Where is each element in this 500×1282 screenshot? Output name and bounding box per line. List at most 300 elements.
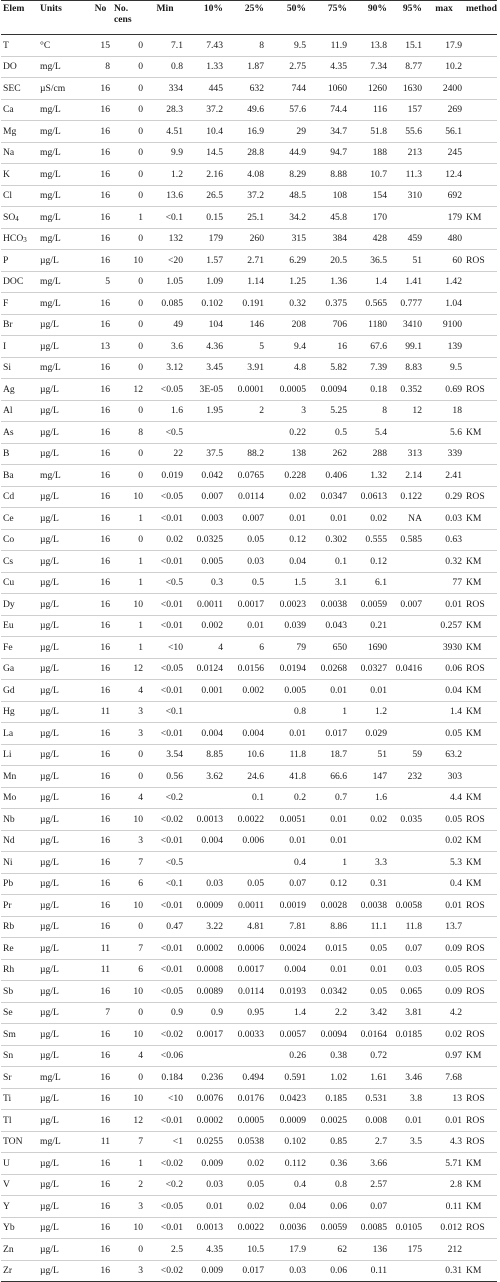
cell-method: KM [464, 1153, 497, 1175]
cell-method [464, 293, 497, 315]
cell-p75: 0.0094 [308, 379, 349, 401]
cell-p95: 0.0185 [389, 1024, 424, 1046]
cell-p25: 4.81 [225, 916, 266, 938]
cell-units: µg/L [38, 658, 89, 680]
cell-units: µg/L [38, 551, 89, 573]
cell-elem: Br [1, 314, 38, 336]
cell-no: 16 [89, 357, 112, 379]
cell-units: µg/L [38, 379, 89, 401]
cell-p25: 0.017 [225, 1260, 266, 1282]
cell-p10: 1.57 [185, 250, 225, 272]
cell-elem: Nd [1, 830, 38, 852]
cell-p25: 146 [225, 314, 266, 336]
cell-p25: 88.2 [225, 443, 266, 465]
cell-units: µg/L [38, 787, 89, 809]
cell-p75: 11.9 [308, 35, 349, 57]
header-p90: 90% [349, 1, 389, 35]
cell-p75: 0.06 [308, 1260, 349, 1282]
cell-p50: 0.0024 [266, 938, 308, 960]
cell-units: mg/L [38, 142, 89, 164]
cell-no-cens: 0 [112, 529, 145, 551]
cell-max: 5.71 [424, 1153, 464, 1175]
cell-no: 11 [89, 1131, 112, 1153]
cell-no-cens: 10 [112, 1024, 145, 1046]
cell-method: KM [464, 572, 497, 594]
cell-method [464, 443, 497, 465]
cell-p75: 0.0342 [308, 981, 349, 1003]
cell-units: µg/L [38, 1174, 89, 1196]
cell-p50: 0.03 [266, 1260, 308, 1282]
cell-p95 [389, 723, 424, 745]
cell-no: 7 [89, 1002, 112, 1024]
cell-max: 269 [424, 99, 464, 121]
cell-max: 9.5 [424, 357, 464, 379]
cell-max: 0.4 [424, 873, 464, 895]
cell-no-cens: 8 [112, 422, 145, 444]
cell-no-cens: 10 [112, 981, 145, 1003]
cell-p75: 0.7 [308, 787, 349, 809]
cell-p50: 1.5 [266, 572, 308, 594]
cell-p90: 51.8 [349, 121, 389, 143]
cell-p25: 0.006 [225, 830, 266, 852]
cell-p25 [225, 1045, 266, 1067]
table-row [1, 787, 497, 809]
cell-max: 18 [424, 400, 464, 422]
cell-p10: 4 [185, 637, 225, 659]
cell-method [464, 766, 497, 788]
cell-p25: 0.007 [225, 508, 266, 530]
cell-min: 13.6 [145, 185, 185, 207]
cell-p50: 0.0036 [266, 1217, 308, 1239]
cell-max: 212 [424, 1239, 464, 1261]
cell-no-cens: 0 [112, 35, 145, 57]
cell-no-cens: 3 [112, 830, 145, 852]
cell-units: µg/L [38, 400, 89, 422]
cell-no-cens: 0 [112, 142, 145, 164]
cell-p90: 0.11 [349, 1260, 389, 1282]
cell-method [464, 35, 497, 57]
cell-p25: 0.0114 [225, 486, 266, 508]
cell-p10: 0.03 [185, 1174, 225, 1196]
cell-max: 0.32 [424, 551, 464, 573]
cell-units: µg/L [38, 637, 89, 659]
cell-no: 16 [89, 1024, 112, 1046]
cell-p50: 0.0009 [266, 1110, 308, 1132]
cell-max: 4.2 [424, 1002, 464, 1024]
cell-units: µg/L [38, 701, 89, 723]
cell-p90: 0.31 [349, 873, 389, 895]
cell-no-cens: 7 [112, 852, 145, 874]
cell-p10: 0.0089 [185, 981, 225, 1003]
cell-no-cens: 0 [112, 336, 145, 358]
table-row [1, 1260, 497, 1282]
cell-p10: 7.43 [185, 35, 225, 57]
cell-units: mg/L [38, 1131, 89, 1153]
cell-p75: 0.01 [308, 809, 349, 831]
cell-p25: 16.9 [225, 121, 266, 143]
cell-p50: 0.0023 [266, 594, 308, 616]
cell-p50: 3 [266, 400, 308, 422]
cell-no: 16 [89, 766, 112, 788]
table-row [1, 78, 497, 100]
cell-max: 3930 [424, 637, 464, 659]
cell-elem: Gd [1, 680, 38, 702]
cell-p10: 0.0008 [185, 959, 225, 981]
cell-p25: 632 [225, 78, 266, 100]
cell-max: 0.01 [424, 594, 464, 616]
cell-no: 16 [89, 916, 112, 938]
table-row [1, 1131, 497, 1153]
cell-p25: 4.08 [225, 164, 266, 186]
cell-units: µg/L [38, 744, 89, 766]
cell-method: ROS [464, 594, 497, 616]
cell-p75: 0.85 [308, 1131, 349, 1153]
cell-max: 245 [424, 142, 464, 164]
cell-units: mg/L [38, 185, 89, 207]
cell-min: <0.1 [145, 873, 185, 895]
cell-elem: Al [1, 400, 38, 422]
cell-min: <0.2 [145, 1174, 185, 1196]
cell-p90: 8 [349, 400, 389, 422]
cell-p10 [185, 787, 225, 809]
cell-p25: 0.0176 [225, 1088, 266, 1110]
cell-p90: 428 [349, 228, 389, 250]
cell-units: µg/L [38, 873, 89, 895]
cell-elem: Ca [1, 99, 38, 121]
cell-p90: 2.7 [349, 1131, 389, 1153]
cell-p95: 3410 [389, 314, 424, 336]
cell-no-cens: 0 [112, 185, 145, 207]
cell-p10: 3.45 [185, 357, 225, 379]
cell-max: 0.012 [424, 1217, 464, 1239]
cell-p10: 0.004 [185, 723, 225, 745]
cell-p10: 1.33 [185, 56, 225, 78]
cell-p95: 213 [389, 142, 424, 164]
cell-p25: 0.191 [225, 293, 266, 315]
cell-p75: 0.01 [308, 830, 349, 852]
table-row [1, 744, 497, 766]
cell-p50: 0.01 [266, 830, 308, 852]
cell-p95: 0.03 [389, 959, 424, 981]
cell-p90: 36.5 [349, 250, 389, 272]
cell-p75: 0.1 [308, 551, 349, 573]
table-row [1, 1110, 497, 1132]
cell-units: mg/L [38, 121, 89, 143]
cell-min: <0.01 [145, 508, 185, 530]
table-row [1, 56, 497, 78]
cell-elem: Ce [1, 508, 38, 530]
cell-min: <0.01 [145, 615, 185, 637]
cell-p75: 0.0025 [308, 1110, 349, 1132]
cell-p95 [389, 830, 424, 852]
cell-no-cens: 4 [112, 1045, 145, 1067]
cell-elem: Hg [1, 701, 38, 723]
cell-max: 339 [424, 443, 464, 465]
cell-p25: 24.6 [225, 766, 266, 788]
cell-no: 16 [89, 228, 112, 250]
cell-p75: 62 [308, 1239, 349, 1261]
cell-units: mg/L [38, 207, 89, 229]
cell-max: 0.09 [424, 981, 464, 1003]
cell-min: <20 [145, 250, 185, 272]
cell-no-cens: 1 [112, 508, 145, 530]
cell-p90: 1.2 [349, 701, 389, 723]
cell-p95: 12 [389, 400, 424, 422]
table-row [1, 486, 497, 508]
cell-units: µg/L [38, 1110, 89, 1132]
cell-elem: U [1, 1153, 38, 1175]
cell-method: KM [464, 1174, 497, 1196]
cell-no: 16 [89, 981, 112, 1003]
cell-min: <10 [145, 1088, 185, 1110]
cell-p75: 1 [308, 852, 349, 874]
cell-elem: $SO_4$ [1, 207, 38, 229]
table-row [1, 873, 497, 895]
cell-p25: 0.002 [225, 680, 266, 702]
cell-min: 0.02 [145, 529, 185, 551]
cell-p50: 0.0194 [266, 658, 308, 680]
cell-no-cens: 0 [112, 744, 145, 766]
header-p95: 95% [389, 1, 424, 35]
cell-min: 0.56 [145, 766, 185, 788]
cell-units: µg/L [38, 723, 89, 745]
table-row [1, 185, 497, 207]
cell-min: <0.05 [145, 981, 185, 1003]
table-row [1, 443, 497, 465]
cell-no-cens: 4 [112, 787, 145, 809]
cell-no-cens: 0 [112, 443, 145, 465]
cell-units: µg/L [38, 1196, 89, 1218]
cell-method [464, 465, 497, 487]
cell-p90: 7.34 [349, 56, 389, 78]
cell-units: µg/L [38, 1239, 89, 1261]
table-row [1, 207, 497, 229]
cell-p25: 0.0538 [225, 1131, 266, 1153]
cell-p25: 10.6 [225, 744, 266, 766]
cell-p95: 157 [389, 99, 424, 121]
cell-no-cens: 0 [112, 1239, 145, 1261]
cell-p25: 8 [225, 35, 266, 57]
cell-p75: 18.7 [308, 744, 349, 766]
cell-p10: 0.15 [185, 207, 225, 229]
cell-p50: 0.102 [266, 1131, 308, 1153]
cell-max: 1.42 [424, 271, 464, 293]
cell-no-cens: 10 [112, 1217, 145, 1239]
cell-min: <0.1 [145, 207, 185, 229]
cell-p25 [225, 701, 266, 723]
cell-p10: 0.0002 [185, 938, 225, 960]
cell-no-cens: 1 [112, 572, 145, 594]
cell-p25: 0.95 [225, 1002, 266, 1024]
cell-no: 16 [89, 873, 112, 895]
cell-p25: 5 [225, 336, 266, 358]
cell-method [464, 78, 497, 100]
cell-p95: 0.777 [389, 293, 424, 315]
cell-elem: La [1, 723, 38, 745]
cell-min: 0.019 [145, 465, 185, 487]
table-row [1, 551, 497, 573]
cell-p10: 0.004 [185, 830, 225, 852]
cell-p95: 0.0416 [389, 658, 424, 680]
cell-p90: 2.57 [349, 1174, 389, 1196]
cell-p50: 4.8 [266, 357, 308, 379]
cell-max: 0.09 [424, 938, 464, 960]
cell-p95: 175 [389, 1239, 424, 1261]
cell-max: 2400 [424, 78, 464, 100]
cell-elem: F [1, 293, 38, 315]
cell-no-cens: 0 [112, 99, 145, 121]
cell-p95: 0.01 [389, 1110, 424, 1132]
cell-max: 0.69 [424, 379, 464, 401]
table-row [1, 293, 497, 315]
cell-p25: 1.14 [225, 271, 266, 293]
cell-no: 16 [89, 895, 112, 917]
cell-no: 15 [89, 35, 112, 57]
cell-units: mg/L [38, 357, 89, 379]
cell-elem: Cu [1, 572, 38, 594]
cell-no: 11 [89, 701, 112, 723]
cell-p95 [389, 1174, 424, 1196]
cell-elem: Rh [1, 959, 38, 981]
cell-elem: Sn [1, 1045, 38, 1067]
cell-p50: 9.5 [266, 35, 308, 57]
cell-p90: 13.8 [349, 35, 389, 57]
table-row [1, 809, 497, 831]
cell-method: KM [464, 207, 497, 229]
cell-method: ROS [464, 1217, 497, 1239]
cell-p50: 0.04 [266, 551, 308, 573]
cell-p10 [185, 1045, 225, 1067]
cell-min: <0.01 [145, 938, 185, 960]
cell-units: µg/L [38, 1088, 89, 1110]
cell-p90: 0.008 [349, 1110, 389, 1132]
cell-p95: 55.6 [389, 121, 424, 143]
cell-method [464, 121, 497, 143]
cell-max: 0.02 [424, 1024, 464, 1046]
cell-units: mg/L [38, 228, 89, 250]
cell-p95 [389, 551, 424, 573]
cell-no-cens: 0 [112, 78, 145, 100]
cell-p25: 0.0001 [225, 379, 266, 401]
cell-elem: Rb [1, 916, 38, 938]
cell-no-cens: 10 [112, 809, 145, 831]
cell-p95 [389, 873, 424, 895]
cell-p90: 0.0613 [349, 486, 389, 508]
table-row [1, 1239, 497, 1261]
cell-elem: Y [1, 1196, 38, 1218]
cell-elem: Yb [1, 1217, 38, 1239]
cell-no: 16 [89, 680, 112, 702]
cell-p75: 384 [308, 228, 349, 250]
cell-p25: 0.1 [225, 787, 266, 809]
cell-min: 2.5 [145, 1239, 185, 1261]
cell-p95: 0.007 [389, 594, 424, 616]
cell-method [464, 1002, 497, 1024]
cell-p90: 10.7 [349, 164, 389, 186]
cell-p50: 11.8 [266, 744, 308, 766]
cell-p25: 1.87 [225, 56, 266, 78]
cell-p90: 1260 [349, 78, 389, 100]
cell-p90: 136 [349, 1239, 389, 1261]
header-min: Min [145, 1, 185, 35]
cell-p25: 2.71 [225, 250, 266, 272]
cell-method: KM [464, 701, 497, 723]
cell-max: 77 [424, 572, 464, 594]
header-max: max [424, 1, 464, 35]
cell-p90: 7.39 [349, 357, 389, 379]
cell-min: 0.8 [145, 56, 185, 78]
cell-p95: 1630 [389, 78, 424, 100]
cell-no: 16 [89, 121, 112, 143]
cell-p10: 2.16 [185, 164, 225, 186]
cell-no-cens: 0 [112, 121, 145, 143]
cell-p90: 170 [349, 207, 389, 229]
cell-min: <0.01 [145, 830, 185, 852]
cell-min: <0.01 [145, 723, 185, 745]
cell-max: 12.4 [424, 164, 464, 186]
cell-max: 303 [424, 766, 464, 788]
cell-min: <0.02 [145, 809, 185, 831]
cell-p25 [225, 422, 266, 444]
cell-p10: 0.236 [185, 1067, 225, 1089]
table-row [1, 680, 497, 702]
cell-max: 0.29 [424, 486, 464, 508]
cell-method: KM [464, 615, 497, 637]
cell-elem: Se [1, 1002, 38, 1024]
cell-max: 17.9 [424, 35, 464, 57]
cell-p95 [389, 680, 424, 702]
table-row [1, 766, 497, 788]
table-row [1, 250, 497, 272]
cell-p75: 3.1 [308, 572, 349, 594]
cell-units: µg/L [38, 938, 89, 960]
cell-min: <0.01 [145, 680, 185, 702]
cell-p90: 3.42 [349, 1002, 389, 1024]
cell-p25: 0.0022 [225, 809, 266, 831]
cell-units: µg/L [38, 766, 89, 788]
cell-p95 [389, 572, 424, 594]
cell-p50: 1.25 [266, 271, 308, 293]
cell-p75: 0.12 [308, 873, 349, 895]
table-row [1, 142, 497, 164]
cell-max: 179 [424, 207, 464, 229]
cell-p10: 0.0009 [185, 895, 225, 917]
cell-elem: K [1, 164, 38, 186]
cell-units: mg/L [38, 465, 89, 487]
cell-method: KM [464, 830, 497, 852]
cell-min: <0.5 [145, 852, 185, 874]
cell-p75: 4.35 [308, 56, 349, 78]
cell-units: µg/L [38, 1024, 89, 1046]
cell-no: 11 [89, 938, 112, 960]
cell-elem: B [1, 443, 38, 465]
cell-elem: Cd [1, 486, 38, 508]
cell-no-cens: 1 [112, 615, 145, 637]
cell-p95: 3.81 [389, 1002, 424, 1024]
cell-p75: 45.8 [308, 207, 349, 229]
cell-no-cens: 0 [112, 1067, 145, 1089]
cell-max: 0.63 [424, 529, 464, 551]
cell-p95 [389, 852, 424, 874]
cell-no: 8 [89, 56, 112, 78]
statistics-table [1, 0, 497, 1282]
cell-no: 16 [89, 1045, 112, 1067]
cell-p90: 1.32 [349, 465, 389, 487]
cell-no: 16 [89, 465, 112, 487]
cell-method: KM [464, 508, 497, 530]
table-row [1, 99, 497, 121]
cell-p50: 41.8 [266, 766, 308, 788]
